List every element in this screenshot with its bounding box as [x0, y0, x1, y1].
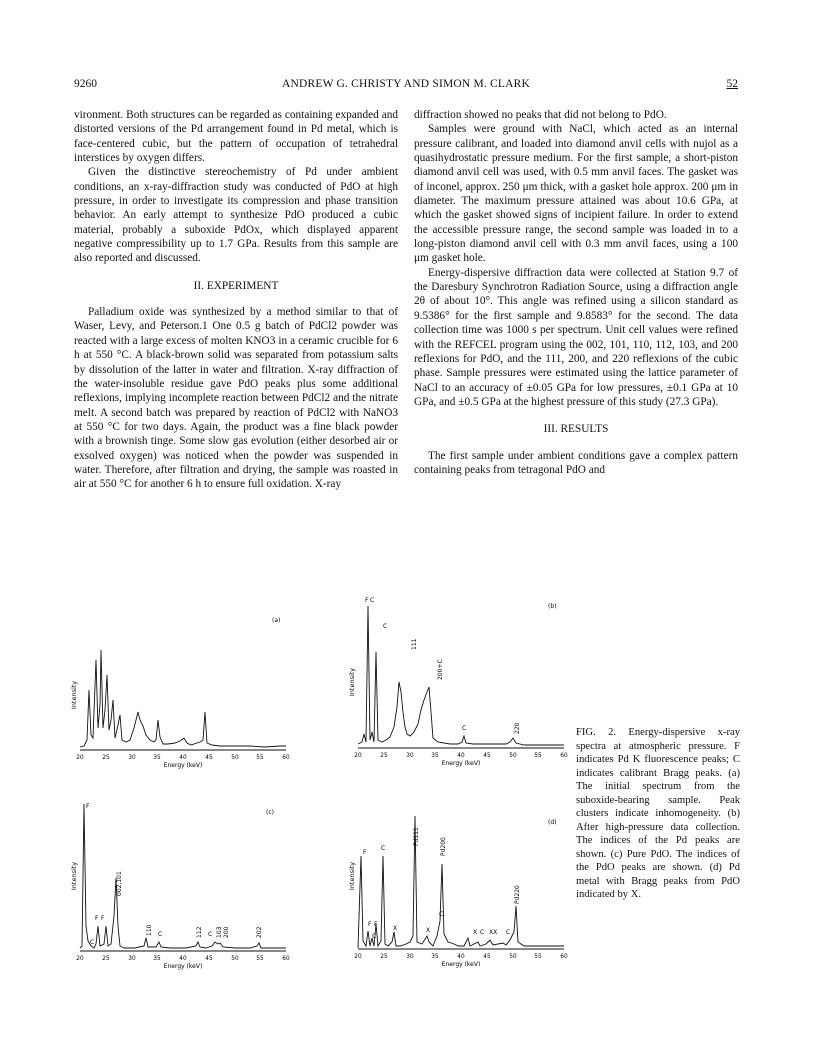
peak-label: X	[426, 927, 431, 934]
spectrum-trace	[358, 816, 564, 948]
tick-label: 50	[231, 755, 239, 761]
peak-label: C	[381, 845, 386, 852]
x-axis-label: Energy (keV)	[441, 961, 481, 968]
spectrum-panel-d	[338, 796, 578, 986]
y-axis-label: Intensity	[70, 680, 78, 710]
peak-label: Pd111	[413, 827, 420, 846]
peak-label: X	[393, 925, 398, 932]
peak-label: C	[506, 929, 511, 936]
peak-label: C	[370, 597, 375, 604]
tick-label: 35	[153, 755, 161, 761]
paragraph: Given the distinctive stereochemistry of Pd under ambient conditions, an x-ray-diffraction study was conducted of PdO at high pressure, in order to investigate its compression and phase transition behavior. An early attempt to synthesize PdO produced a cubic material, probably a suboxide PdOx, which displayed apparent negative compressibility up to 1.7 GPa. Results from this sample are also reported and discussed.	[74, 166, 398, 265]
panel-label: (a)	[272, 617, 281, 624]
peak-label: 111	[411, 638, 418, 650]
peak-label: 002,101	[116, 871, 123, 896]
x-axis-label: Energy (keV)	[441, 760, 481, 767]
tick-label: 35	[431, 954, 439, 960]
peak-label: C	[158, 931, 163, 938]
paragraph: The first sample under ambient conditions gave a complex pattern containing peaks from tetragonal PdO and	[414, 449, 738, 476]
tick-label: 50	[509, 753, 517, 759]
page-header	[74, 78, 738, 94]
tick-label: 30	[128, 956, 136, 962]
running-head-authors: ANDREW G. CHRISTY AND SIMON M. CLARK	[281, 78, 531, 90]
spectrum-panel-a	[60, 600, 300, 775]
tick-label: 55	[256, 755, 264, 761]
tick-label: 50	[509, 954, 517, 960]
peak-label: C	[462, 725, 467, 732]
paragraph: Energy-dispersive diffraction data were collected at Station 9.7 of the Daresbury Synchrotron Radiation Source, using a diffraction angle 2θ of about 10°. This angle was refined using a silicon standard as 9.5386° for the first sample and 9.8583° for the second. The data collection time was 1000 s per spectrum. Unit cell values were refined with the REFCEL program using the 002, 101, 110, 112, 103, and 200 reflexions for PdO, and the 111, 200, and 220 reflexions of the cubic phase. Sample pressures were estimated using the lattice parameter of NaCl to an accuracy of ±0.05 GPa for low pressures, ±0.1 GPa at 10 GPa, and ±0.5 GPa at the highest pressure of this study (27.3 GPa).	[414, 266, 738, 408]
right-column	[414, 108, 738, 477]
paragraph: diffraction showed no peaks that did not belong to PdO.	[414, 109, 667, 121]
paragraph: vironment. Both structures can be regarded as containing expanded and distorted versions of the Pd arrangement found in Pd metal, which is face-centered cubic, but the pattern of occupation of tetrahedral interstices by oxygen differs.	[74, 109, 398, 165]
peak-label: C	[372, 933, 377, 940]
panel-label: (d)	[548, 819, 557, 826]
tick-label: 25	[380, 954, 388, 960]
tick-label: 30	[406, 753, 414, 759]
y-axis-label: Intensity	[70, 861, 78, 891]
x-axis-label: Energy (keV)	[163, 963, 203, 970]
spectrum-panel-b	[338, 592, 578, 775]
peak-label: F	[363, 849, 367, 856]
tick-label: 55	[534, 753, 542, 759]
paragraph: Palladium oxide was synthesized by a method similar to that of Waser, Levy, and Peterson.1 One 0.5 g batch of PdCl2 powder was reacted with a large excess of molten KNO3 in a ceramic crucible for 6 h at 550 °C. A black-brown solid was separated from potassium salts by dissolution of the latter in water and filtration. X-ray diffraction of the water-insoluble residue gave PdO peaks plus some additional reflexions, implying incomplete reaction between PdCl2 and the nitrate melt. A second batch was prepared by reaction of PdCl2 with NaNO3 at 550 °C for two days. Again, the product was a fine black powder with a brownish tinge. Some slow gas evolution (either desorbed air or exsolved oxygen) was noticed when the powder was suspended in water. Therefore, after filtration and drying, the sample was roasted in air at 550 °C for another 6 h to ensure full oxidation. X-ray	[74, 306, 398, 491]
peak-label: F	[368, 921, 372, 928]
peak-label: F	[365, 597, 369, 604]
peak-label: 202	[256, 926, 263, 938]
tick-label: 50	[231, 956, 239, 962]
panel-label: (b)	[548, 603, 557, 610]
peak-label: Pd200	[440, 837, 447, 856]
tick-label: 40	[457, 954, 465, 960]
tick-label: 40	[179, 956, 187, 962]
x-axis-ticks	[76, 956, 290, 962]
section-heading: II. EXPERIMENT	[193, 279, 279, 292]
peak-label: C	[383, 623, 388, 630]
tick-label: 55	[256, 956, 264, 962]
peak-label: C	[439, 911, 444, 918]
peak-label: C	[90, 939, 95, 946]
spectrum-trace	[80, 804, 286, 948]
tick-label: 60	[560, 954, 568, 960]
tick-label: 45	[205, 755, 213, 761]
x-axis-label: Energy (keV)	[163, 762, 203, 769]
paragraph: Samples were ground with NaCl, which acted as an internal pressure calibrant, and loaded into diamond anvil cells with nujol as a quasihydrostatic pressure medium. For the first sample, a short-piston diamond anvil cell was used, with 0.5 mm anvil faces. The gasket was of inconel, approx. 250 μm thick, with a gasket hole approx. 200 μm in diameter. The maximum pressure attained was about 10.6 GPa, at which the gasket showed signs of incipient failure. In order to extend the accessible pressure range, the second sample was loaded in to a long-piston diamond anvil cell with 0.3 mm anvil faces, using a 100 μm gasket hole.	[414, 123, 738, 265]
peak-label: X	[473, 929, 478, 936]
peak-annotations	[363, 827, 521, 940]
tick-label: 60	[560, 753, 568, 759]
volume-number: 52	[726, 78, 738, 90]
peak-label: XX	[489, 929, 498, 936]
x-axis-ticks	[354, 753, 568, 759]
tick-label: 25	[102, 956, 110, 962]
tick-label: 30	[406, 954, 414, 960]
tick-label: 20	[354, 954, 362, 960]
spectrum-trace	[358, 606, 564, 745]
tick-label: 35	[153, 956, 161, 962]
peak-label: 200+C	[437, 659, 444, 680]
y-axis-label: Intensity	[348, 861, 356, 891]
tick-label: 60	[282, 755, 290, 761]
x-axis-ticks	[76, 755, 290, 761]
peak-annotations	[86, 803, 263, 946]
left-column	[74, 108, 398, 492]
peak-label: F	[86, 803, 90, 810]
spectrum-trace	[80, 650, 286, 747]
tick-label: 25	[380, 753, 388, 759]
peak-label: 220	[514, 722, 521, 734]
tick-label: 45	[483, 954, 491, 960]
tick-label: 20	[354, 753, 362, 759]
tick-label: 30	[128, 755, 136, 761]
peak-label: F	[374, 921, 378, 928]
peak-label: 200	[223, 926, 230, 938]
x-axis-ticks	[354, 954, 568, 960]
spectrum-panel-c	[60, 796, 300, 976]
peak-label: C	[208, 931, 213, 938]
tick-label: 20	[76, 755, 84, 761]
peak-annotations	[365, 597, 521, 734]
tick-label: 40	[457, 753, 465, 759]
tick-label: 35	[431, 753, 439, 759]
tick-label: 45	[483, 753, 491, 759]
peak-label: 110	[146, 924, 153, 936]
section-heading: III. RESULTS	[543, 423, 609, 436]
tick-label: 20	[76, 956, 84, 962]
figure-caption: FIG. 2. Energy-dispersive x-ray spectra at atmospheric pressure. F indicates Pd K fluorescence peaks; C indicates calibrant Bragg peaks. (a) The initial spectrum from the suboxide-bearing sample. Peak clusters indicate inhomogeneity. (b) After high-pressure data collection. The indices of the Pd peaks are shown. (c) Pure PdO. The indices of the PdO peaks are shown. (d) Pd metal with Bragg peaks from PdO indicated by X.	[576, 727, 740, 900]
peak-label: F	[101, 915, 105, 922]
y-axis-label: Intensity	[348, 667, 356, 697]
tick-label: 40	[179, 755, 187, 761]
peak-label: 103	[216, 926, 223, 938]
peak-label: 112	[196, 926, 203, 938]
tick-label: 25	[102, 755, 110, 761]
peak-label: F	[95, 915, 99, 922]
tick-label: 55	[534, 954, 542, 960]
page-number: 9260	[74, 78, 97, 90]
panel-label: (c)	[266, 809, 274, 816]
peak-label: Pd220	[514, 885, 521, 904]
tick-label: 60	[282, 956, 290, 962]
tick-label: 45	[205, 956, 213, 962]
peak-label: C	[480, 929, 485, 936]
